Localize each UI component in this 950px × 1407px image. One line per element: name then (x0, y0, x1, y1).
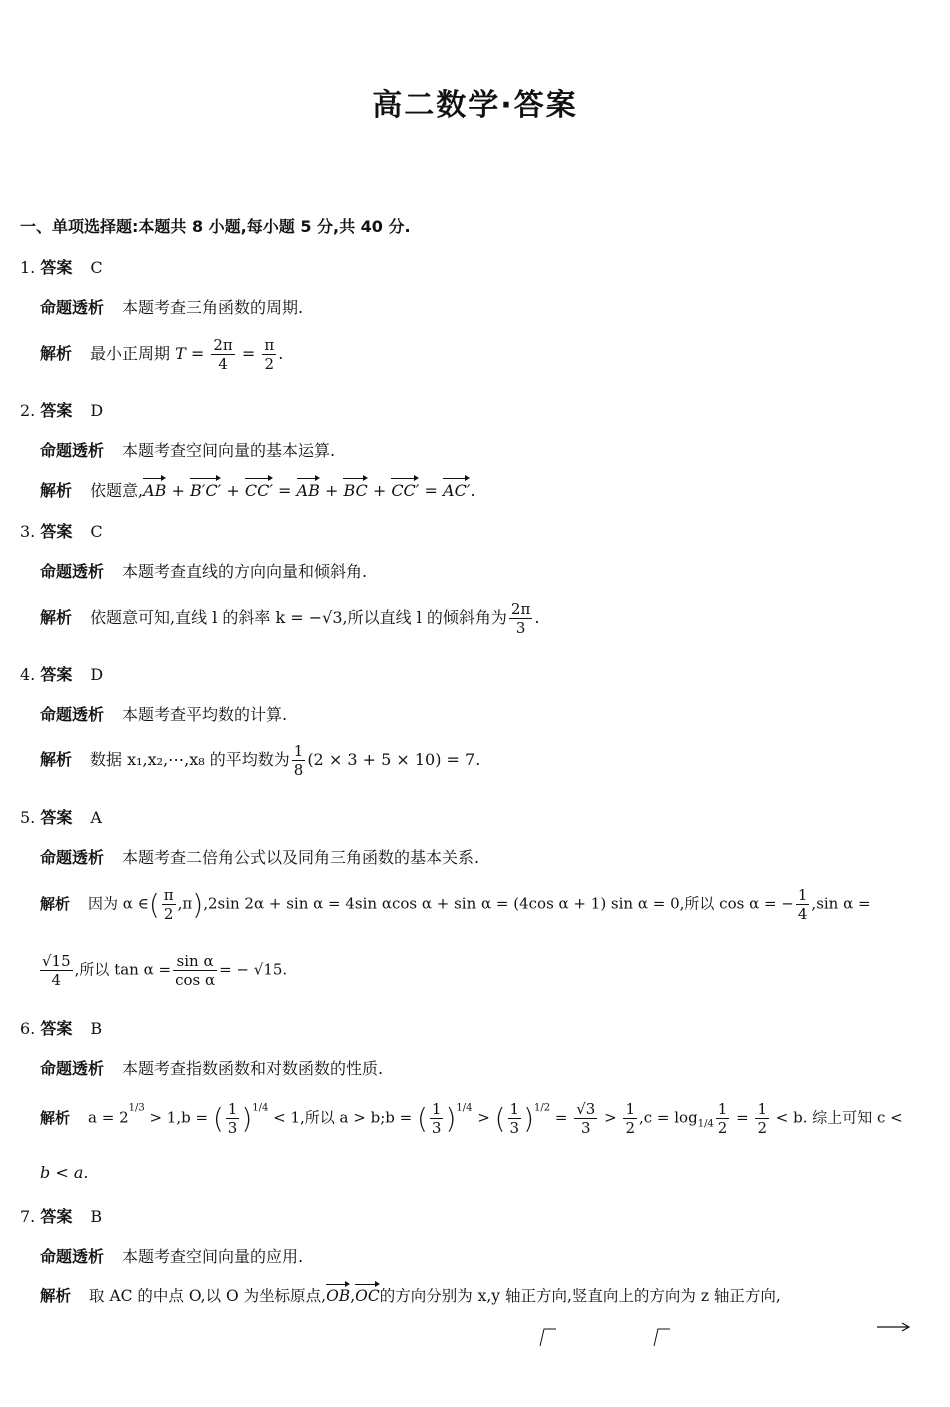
fraction: $\frac{2\pi}{4}$ (213, 336, 233, 373)
fraction: $\frac{1}{4}$ (797, 886, 808, 923)
question-7-intent: 命题透析 本题考查空间向量的应用. (40, 1247, 304, 1266)
answer-value: B (90, 1019, 103, 1038)
fraction: $\frac{√3}{3}$ (576, 1100, 596, 1137)
section-header: 一、单项选择题:本题共 8 小题,每小题 5 分,共 40 分. (20, 217, 411, 236)
vector: AB (296, 481, 320, 500)
question-5-analysis-line1: 解析 因为 α ∈( $\frac{\pi}{2}$ ,π),2sin 2α + sin α = 4sin αcos α + sin α = (4cos α + 1) sin α = 0,所以 cos α = − $\frac{1}{4}$ ,sin α = (40, 886, 871, 923)
question-7-analysis: 解析 取 AC 的中点 O,以 O 为坐标原点,OB,OC的方向分别为 x,y 轴正方向,竖直向上的方向为 z 轴正方向, (40, 1287, 781, 1305)
fraction: $\frac{1}{8}$ (293, 742, 304, 779)
vector: OC (355, 1287, 380, 1305)
question-6-intent: 命题透析 本题考查指数函数和对数函数的性质. (40, 1059, 384, 1078)
vector: OB (326, 1287, 351, 1305)
fraction: $\frac{\pi}{2}$ (163, 886, 174, 923)
answer-value: B (90, 1207, 103, 1226)
page-title: 高二数学·答案 (372, 88, 578, 123)
answer-value: C (90, 258, 103, 277)
answer-value: D (90, 401, 104, 420)
vector: CC′ (244, 481, 273, 500)
question-3-analysis: 解析 依题意可知,直线 l 的斜率 k = −√3,所以直线 l 的倾斜角为 $\frac{2\pi}{3}$ . (40, 600, 540, 637)
vector: B′C′ (190, 481, 222, 500)
fraction: $\frac{1}{2}$ (625, 1100, 635, 1137)
vector: CC′ (391, 481, 420, 500)
question-6-analysis-line1: 解析 $a = 2^{1/3} > 1,b$ = ( $\frac{1}{3}$ )$^{1/4}$ < 1,所以 a > b;b = ( $\frac{1}{3}$ )$^{1/4}$ > ( $\frac{1}{3}$ )$^{1/2}$ = $\frac{√3}{3}$ > $\frac{1}{2}$ $,c = \log_{1/4}$ $\frac{1}{2}$ = $\frac{1}{2}$ < b. 综上可知 c < (40, 1100, 903, 1137)
question-4-analysis: 解析 数据 x₁,x₂,⋯,x₈ 的平均数为 $\frac{1}{8}$ (2 × 3 + 5 × 10) = 7. (40, 742, 481, 779)
vector: BC (343, 481, 368, 500)
fraction: $\frac{\pi}{2}$ (264, 336, 275, 373)
vector: AC′ (443, 481, 471, 500)
answer-value: A (90, 808, 102, 827)
question-2-intent: 命题透析 本题考查空间向量的基本运算. (40, 441, 336, 460)
fraction: $\frac{1}{3}$ (431, 1100, 442, 1137)
answer-value: C (90, 522, 103, 541)
question-1-header: 1. 答案 C (20, 258, 103, 277)
partial-sqrt-mark (652, 1326, 672, 1348)
fraction: $\frac{1}{3}$ (227, 1100, 238, 1137)
question-2-analysis: 解析 依题意,AB + B′C′ + CC′ = AB + BC + CC′ = AC′. (40, 481, 476, 500)
question-3-header: 3. 答案 C (20, 522, 103, 541)
question-4-header: 4. 答案 D (20, 665, 104, 684)
partial-vector-arrow (876, 1320, 912, 1334)
fraction: $\frac{\text{sin α}}{\text{cos α}}$ (175, 952, 216, 989)
fraction: $\frac{2\pi}{3}$ (510, 600, 531, 637)
question-5-header: 5. 答案 A (20, 808, 102, 827)
question-5-intent: 命题透析 本题考查二倍角公式以及同角三角函数的基本关系. (40, 848, 480, 867)
vector: AB (143, 481, 167, 500)
fraction: $\frac{1}{2}$ (717, 1100, 728, 1137)
question-6-analysis-line2: b < a. (40, 1163, 89, 1182)
partial-sqrt-mark (538, 1326, 558, 1348)
question-3-intent: 命题透析 本题考查直线的方向向量和倾斜角. (40, 562, 368, 581)
answer-value: D (90, 665, 104, 684)
fraction: $\frac{√15}{4}$ (42, 952, 71, 989)
question-5-analysis-line2: $\frac{√15}{4}$ ,所以 tan α = $\frac{\text{sin α}}{\text{cos α}}$ = − √15. (42, 952, 288, 989)
question-2-header: 2. 答案 D (20, 401, 104, 420)
question-6-header: 6. 答案 B (20, 1019, 103, 1038)
question-1-analysis: 解析 最小正周期 T = $\frac{2\pi}{4}$ = $\frac{\pi}{2}$ . (40, 336, 284, 373)
question-4-intent: 命题透析 本题考查平均数的计算. (40, 705, 288, 724)
question-7-header: 7. 答案 B (20, 1207, 103, 1226)
question-1-intent: 命题透析 本题考查三角函数的周期. (40, 298, 304, 317)
fraction: $\frac{1}{3}$ (509, 1100, 520, 1137)
fraction: $\frac{1}{2}$ (757, 1100, 767, 1137)
